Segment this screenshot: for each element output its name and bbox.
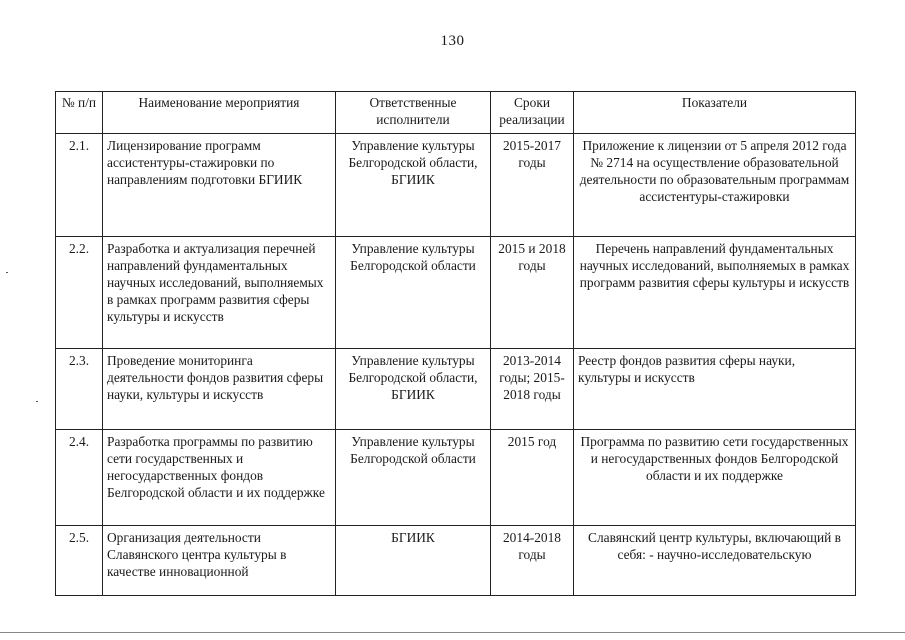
header-name: Наименование мероприятия [103,92,336,134]
table-row [56,349,856,430]
header-number: № п/п [56,92,103,134]
row-number: 2.4. [56,430,103,526]
row-activity-name: Разработка программы по развитию сети государственных и негосударственных фондов Белгородской области и их поддержке [103,430,336,526]
page-number: 130 [440,33,465,49]
row-number: 2.3. [56,349,103,430]
row-activity-name: Проведение мониторинга деятельности фондов развития сферы науки, культуры и искусств [103,349,336,430]
row-indicators: Программа по развитию сети государственных и негосударственных фондов Белгородской области и их поддержке [574,430,856,526]
row-number: 2.2. [56,237,103,349]
table-header-row [56,92,856,134]
row-executors: Управление культуры Белгородской области [336,237,491,349]
page-edge-line [0,632,905,633]
table-row [56,237,856,349]
row-executors: Управление культуры Белгородской области, БГИИК [336,134,491,237]
header-indicators: Показатели [574,92,856,134]
table-row [56,526,856,596]
row-indicators: Реестр фондов развития сферы науки, культуры и искусств [574,349,856,430]
row-terms: 2015 и 2018 годы [491,237,574,349]
scan-speck [6,272,8,273]
row-number: 2.1. [56,134,103,237]
table-row [56,430,856,526]
header-terms: Сроки реализации [491,92,574,134]
row-terms: 2015-2017 годы [491,134,574,237]
row-indicators: Славянский центр культуры, включающий в себя: - научно-исследовательскую [574,526,856,596]
row-indicators: Приложение к лицензии от 5 апреля 2012 года № 2714 на осуществление образовательной деятельности по образовательным программам ассистентуры-стажировки [574,134,856,237]
row-terms: 2014-2018 годы [491,526,574,596]
row-executors: Управление культуры Белгородской области, БГИИК [336,349,491,430]
row-terms: 2015 год [491,430,574,526]
row-indicators: Перечень направлений фундаментальных научных исследований, выполняемых в рамках программ развития сферы культуры и искусств [574,237,856,349]
row-activity-name: Лицензирование программ ассистентуры-стажировки по направлениям подготовки БГИИК [103,134,336,237]
activities-table [55,91,856,596]
table-row [56,134,856,237]
row-terms: 2013-2014 годы; 2015-2018 годы [491,349,574,430]
row-executors: БГИИК [336,526,491,596]
scan-speck [36,401,38,402]
row-number: 2.5. [56,526,103,596]
row-activity-name: Разработка и актуализация перечней направлений фундаментальных научных исследований, выполняемых в рамках программ развития сферы культуры и искусств [103,237,336,349]
header-executors: Ответственные исполнители [336,92,491,134]
row-activity-name: Организация деятельности Славянского центра культуры в качестве инновационной [103,526,336,596]
row-executors: Управление культуры Белгородской области [336,430,491,526]
